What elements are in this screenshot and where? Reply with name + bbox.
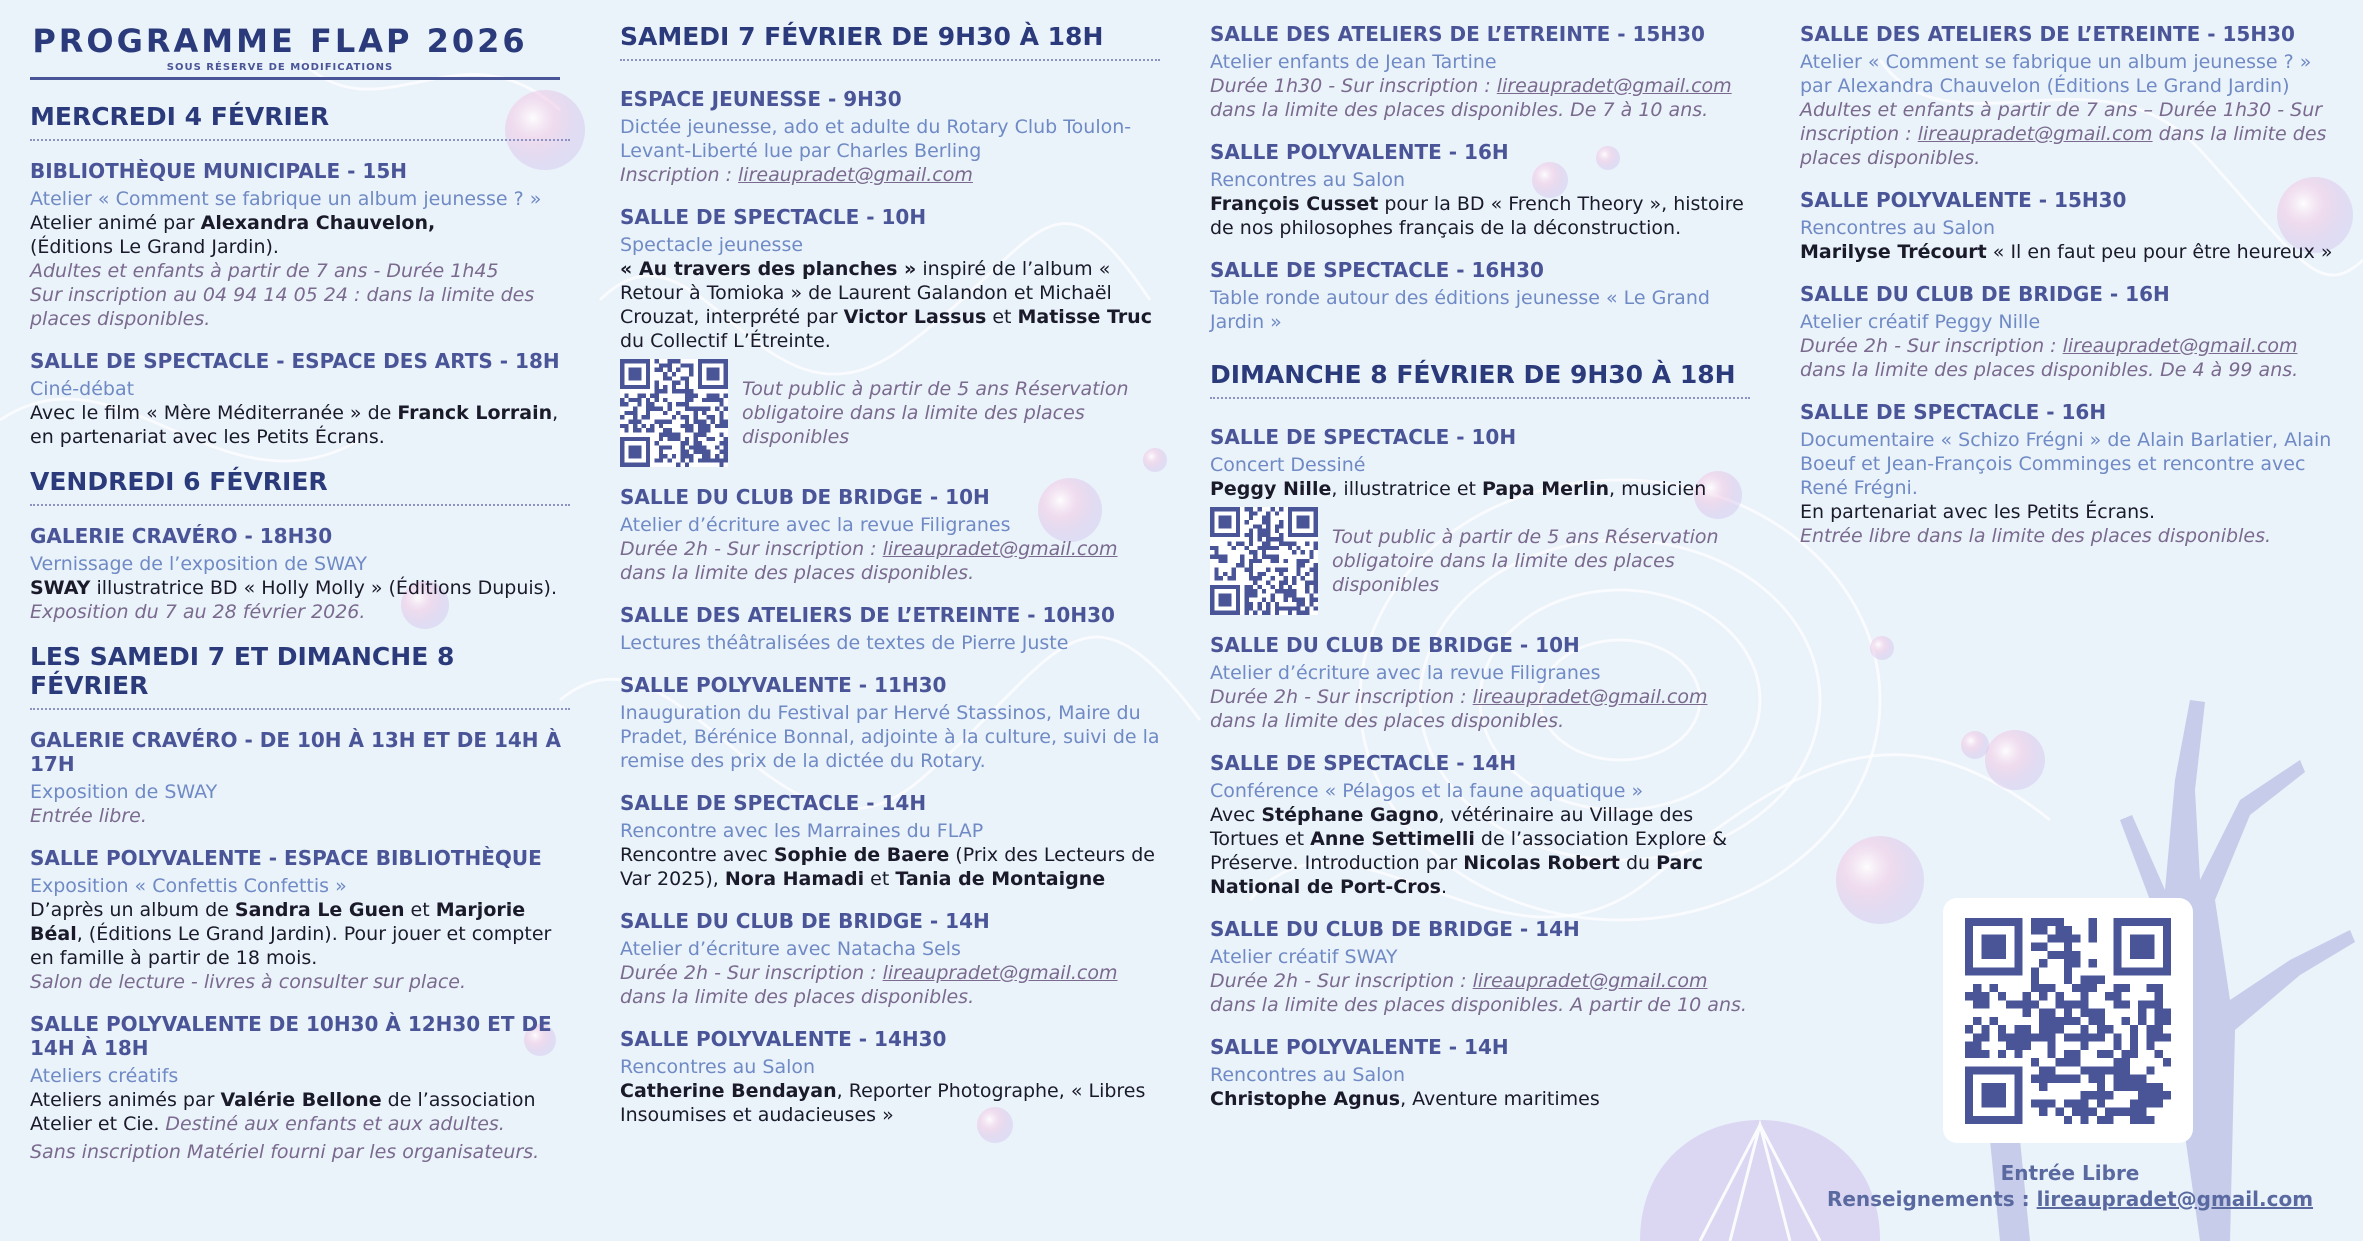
event-location: SALLE DES ATELIERS DE L’ETREINTE - 10H30 (620, 603, 1115, 627)
event-rencontre-bendayan (620, 1027, 1160, 1127)
event-location: SALLE DU CLUB DE BRIDGE - 10H (620, 485, 990, 509)
event-confettis (30, 846, 570, 994)
person-name: Franck Lorrain (397, 402, 553, 424)
day-heading-weekend: LES SAMEDI 7 ET DIMANCHE 8 FÉVRIER (30, 642, 570, 710)
event-description (30, 576, 570, 600)
event-note (1800, 334, 2340, 382)
event-location: SALLE DE SPECTACLE - 16H30 (1210, 258, 1544, 282)
note-text: Adultes et enfants à partir de 7 ans – Durée 1h30 - Sur inscription : (1800, 99, 2323, 145)
organisation-name: Parc National de Port-Cros (1210, 852, 1703, 898)
event-cine-debat (30, 349, 570, 449)
entree-libre: Entrée Libre (2000, 1161, 2140, 1185)
desc-text: , illustratrice et (1331, 478, 1482, 500)
person-name: Stéphane Gagno (1261, 804, 1439, 826)
event-table-ronde (1210, 258, 1750, 334)
event-bibliotheque (30, 159, 570, 331)
event-title: Atelier « Comment se fabrique un album jeunesse ? » (30, 188, 542, 210)
person-name: Alexandra Chauvelon, (200, 212, 436, 234)
event-title: Atelier d’écriture avec la revue Filigranes (620, 514, 1011, 536)
email-link[interactable]: lireaupradet@gmail.com (2036, 1187, 2314, 1211)
event-location: SALLE POLYVALENTE - 15H30 (1800, 188, 2127, 212)
event-dictee (620, 87, 1160, 187)
person-name: Marjorie Béal (30, 899, 526, 945)
note-text: dans la limite des places disponibles. A partir de 10 ans. (1210, 994, 1747, 1016)
event-title: Table ronde autour des éditions jeunesse « Le Grand Jardin » (1210, 287, 1710, 333)
email-link[interactable]: lireaupradet@gmail.com (1496, 75, 1732, 97)
column-4 (1800, 0, 2340, 548)
event-note (1210, 685, 1750, 733)
event-title: Exposition de SWAY (30, 781, 218, 803)
event-location: ESPACE JEUNESSE - 9H30 (620, 87, 902, 111)
note-text: Durée 1h30 - Sur inscription : (1210, 75, 1497, 97)
event-location: SALLE POLYVALENTE - 14H (1210, 1035, 1509, 1059)
person-name: Nicolas Robert (1463, 852, 1620, 874)
event-note: Adultes et enfants à partir de 7 ans - Durée 1h45 (30, 260, 499, 282)
note-text: Durée 2h - Sur inscription : (620, 962, 883, 984)
event-note (620, 537, 1160, 585)
event-title: Ateliers créatifs (30, 1065, 179, 1087)
event-note: Exposition du 7 au 28 février 2026. (30, 601, 366, 623)
event-ateliers-creatifs (30, 1012, 570, 1164)
email-link[interactable]: lireaupradet@gmail.com (1472, 970, 1708, 992)
person-name: François Cusset (1210, 193, 1379, 215)
column-1 (30, 0, 570, 1164)
event-atelier-sway (1210, 917, 1750, 1017)
event-location: SALLE DE SPECTACLE - 16H (1800, 400, 2107, 424)
event-concert-dessine (1210, 425, 1750, 615)
person-name: Valérie Bellone (220, 1089, 382, 1111)
email-link[interactable]: lireaupradet@gmail.com (882, 962, 1118, 984)
person-name: Peggy Nille (1210, 478, 1332, 500)
event-note (1210, 74, 1750, 122)
person-name: Anne Settimelli (1310, 828, 1475, 850)
day-heading-mercredi: MERCREDI 4 FÉVRIER (30, 102, 570, 141)
event-conference-pelagos (1210, 751, 1750, 899)
event-note: Entrée libre dans la limite des places disponibles. (1800, 525, 2272, 547)
day-heading-vendredi: VENDREDI 6 FÉVRIER (30, 467, 570, 506)
event-title: Rencontre avec les Marraines du FLAP (620, 820, 984, 842)
qr-block (1210, 507, 1750, 615)
event-location: SALLE POLYVALENTE - 11H30 (620, 673, 947, 697)
event-title: Rencontres au Salon (1800, 217, 1996, 239)
event-location: SALLE DU CLUB DE BRIDGE - 10H (1210, 633, 1580, 657)
event-description (620, 257, 1160, 353)
note-text: Durée 2h - Sur inscription : (620, 538, 883, 560)
desc-text: , Aventure maritimes (1400, 1088, 1600, 1110)
desc-text: Avec (1210, 804, 1262, 826)
event-title: Exposition « Confettis Confettis » (30, 875, 347, 897)
footer (1800, 1160, 2340, 1212)
event-atelier-natacha (620, 909, 1160, 1009)
renseignements (1800, 1186, 2340, 1212)
desc-text: de l’association Atelier et Cie. (30, 1089, 536, 1135)
desc-text: (Prix des Lecteurs de Var 2025), (620, 844, 1155, 890)
note-text: dans la limite des places disponibles. De 7 à 10 ans. (1210, 99, 1709, 121)
event-title: Conférence « Pélagos et la faune aquatique » (1210, 780, 1644, 802)
event-location: SALLE POLYVALENTE - 16H (1210, 140, 1509, 164)
event-title: Concert Dessiné (1210, 454, 1366, 476)
email-link[interactable]: lireaupradet@gmail.com (1917, 123, 2153, 145)
event-location: BIBLIOTHÈQUE MUNICIPALE - 15H (30, 159, 407, 183)
note-text: dans la limite des places disponibles. (1800, 123, 2327, 169)
renseignements-label: Renseignements : (1826, 1187, 2037, 1211)
event-atelier-chauvelon (1800, 22, 2340, 170)
desc-text: illustratrice BD « Holly Molly » (Éditions Dupuis). (90, 577, 558, 599)
event-title: Rencontres au Salon (1210, 1064, 1406, 1086)
person-name: Tania de Montaigne (895, 868, 1106, 890)
event-description (30, 898, 570, 970)
event-location: GALERIE CRAVÉRO - DE 10H À 13H ET DE 14H À 17H (30, 728, 561, 776)
event-description (1800, 240, 2340, 264)
event-title: Rencontres au Salon (1210, 169, 1406, 191)
event-lectures (620, 603, 1160, 655)
event-location: SALLE DU CLUB DE BRIDGE - 14H (620, 909, 990, 933)
desc-text: « Il en faut peu pour être heureux » (1986, 241, 2333, 263)
desc-text: , (Éditions Le Grand Jardin). Pour jouer et compter en famille à partir de 18 mois. (30, 923, 552, 969)
desc-note: Destiné aux enfants et aux adultes. (165, 1113, 505, 1135)
day-heading-samedi: SAMEDI 7 FÉVRIER DE 9H30 À 18H (620, 22, 1160, 61)
event-location: SALLE POLYVALENTE - 14H30 (620, 1027, 947, 1051)
event-note: Entrée libre. (30, 805, 147, 827)
event-title: Atelier créatif SWAY (1210, 946, 1398, 968)
desc-text: Avec le film « Mère Méditerranée » de (30, 402, 398, 424)
qr-note: Tout public à partir de 5 ans Réservation obligatoire dans la limite des places disponibles (742, 378, 1129, 448)
event-description (1210, 477, 1750, 501)
note-text: Durée 2h - Sur inscription : (1800, 335, 2063, 357)
event-rencontre-trecourt (1800, 188, 2340, 264)
desc-text: Ateliers animés par (30, 1089, 221, 1111)
day-heading-dimanche: DIMANCHE 8 FÉVRIER DE 9H30 À 18H (1210, 360, 1750, 399)
desc-text: Rencontre avec (620, 844, 774, 866)
person-name: SWAY (30, 577, 91, 599)
event-location: SALLE POLYVALENTE - ESPACE BIBLIOTHÈQUE (30, 846, 542, 870)
event-location: SALLE DES ATELIERS DE L’ETREINTE - 15H30 (1210, 22, 1705, 46)
event-note: Salon de lecture - livres à consulter sur place. (30, 971, 467, 993)
qr-block (620, 359, 1160, 467)
event-description (30, 211, 570, 259)
event-atelier-filigranes (620, 485, 1160, 585)
desc-text: , musicien (1609, 478, 1707, 500)
desc-text: du Collectif L’Étreinte. (620, 330, 831, 352)
event-description (620, 1079, 1160, 1127)
event-description: En partenariat avec les Petits Écrans. (1800, 501, 2156, 523)
qr-code-icon[interactable] (1210, 507, 1318, 615)
event-title: Atelier « Comment se fabrique un album jeunesse ? » par Alexandra Chauvelon (Éditions Le Grand Jardin) (1800, 51, 2312, 97)
desc-text: inspiré de l’album « Retour à Tomioka » de Laurent Galandon et Michaël Crouzat, interprété par (620, 258, 1112, 328)
event-rencontre-cusset (1210, 140, 1750, 240)
event-location: SALLE DE SPECTACLE - 14H (1210, 751, 1517, 775)
desc-text: Atelier animé par (30, 212, 201, 234)
qr-code-icon[interactable] (1965, 918, 2171, 1124)
desc-text: du (1619, 852, 1657, 874)
person-name: Matisse Truc (1017, 306, 1152, 328)
person-name: Victor Lassus (843, 306, 987, 328)
desc-text: de l’association Explore & Préserve. Introduction par (1210, 828, 1728, 874)
event-title: Lectures théâtralisées de textes de Pierre Juste (620, 632, 1069, 654)
qr-note: Tout public à partir de 5 ans Réservation obligatoire dans la limite des places disponibles (1332, 526, 1719, 596)
event-title: Atelier d’écriture avec la revue Filigranes (1210, 662, 1601, 684)
person-name: Nora Hamadi (724, 868, 865, 890)
event-description (1210, 1087, 1750, 1111)
event-location: SALLE DU CLUB DE BRIDGE - 16H (1800, 282, 2170, 306)
event-location: GALERIE CRAVÉRO - 18H30 (30, 524, 333, 548)
event-note: Sans inscription Matériel fourni par les organisateurs. (30, 1141, 540, 1163)
event-description (30, 1088, 570, 1136)
event-description (620, 843, 1160, 891)
event-title: Atelier enfants de Jean Tartine (1210, 51, 1497, 73)
note-text: Durée 2h - Sur inscription : (1210, 970, 1473, 992)
event-filigranes-dimanche (1210, 633, 1750, 733)
event-note (620, 961, 1160, 1009)
person-name: Christophe Agnus (1210, 1088, 1401, 1110)
event-title: Ciné-débat (30, 378, 135, 400)
event-title: Documentaire « Schizo Frégni » de Alain Barlatier, Alain Boeuf et Jean-François Comminges et rencontre avec René Frégni. (1800, 429, 2332, 499)
event-location: SALLE DE SPECTACLE - 10H (620, 205, 927, 229)
column-3 (1210, 0, 1750, 1111)
event-title: Dictée jeunesse, ado et adulte du Rotary Club Toulon-Levant-Liberté lue par Charles Berling (620, 116, 1132, 162)
email-link[interactable]: lireaupradet@gmail.com (882, 538, 1118, 560)
note-text: Inscription : (620, 164, 739, 186)
note-text: dans la limite des places disponibles. (620, 562, 975, 584)
programme-title: PROGRAMME FLAP 2026 (32, 22, 528, 60)
event-jean-tartine (1210, 22, 1750, 122)
event-note: Sur inscription au 04 94 14 05 24 : dans la limite des places disponibles. (30, 284, 535, 330)
email-link[interactable]: lireaupradet@gmail.com (1472, 686, 1708, 708)
event-spectacle-jeunesse (620, 205, 1160, 467)
event-rencontre-agnus (1210, 1035, 1750, 1111)
event-location: SALLE DES ATELIERS DE L’ETREINTE - 15H30 (1800, 22, 2295, 46)
desc-text: , vétérinaire au Village des Tortues et (1210, 804, 1694, 850)
title-divider (30, 77, 560, 80)
main-qr-code[interactable] (1943, 898, 2193, 1143)
desc-text: et (864, 868, 896, 890)
desc-text: (Éditions Le Grand Jardin). (30, 236, 279, 258)
show-title: « Au travers des planches » (620, 258, 917, 280)
note-text: dans la limite des places disponibles. (1210, 710, 1565, 732)
event-description (1210, 192, 1750, 240)
desc-text: , Reporter Photographe, « Libres Insoumises et audacieuses » (620, 1080, 1146, 1126)
event-atelier-nille (1800, 282, 2340, 382)
event-note (620, 163, 1160, 187)
note-text: Durée 2h - Sur inscription : (1210, 686, 1473, 708)
event-note (1800, 98, 2340, 170)
note-text: dans la limite des places disponibles. (620, 986, 975, 1008)
note-text: dans la limite des places disponibles. De 4 à 99 ans. (1800, 359, 2299, 381)
person-name: Catherine Bendayan (620, 1080, 837, 1102)
event-location: SALLE DE SPECTACLE - ESPACE DES ARTS - 18H (30, 349, 560, 373)
desc-text: et (986, 306, 1018, 328)
event-location: SALLE DU CLUB DE BRIDGE - 14H (1210, 917, 1580, 941)
event-title: Atelier créatif Peggy Nille (1800, 311, 2041, 333)
event-title: Atelier d’écriture avec Natacha Sels (620, 938, 961, 960)
person-name: Sophie de Baere (773, 844, 950, 866)
event-exposition-sway (30, 728, 570, 828)
event-documentaire (1800, 400, 2340, 548)
event-description (30, 401, 570, 449)
event-marraines (620, 791, 1160, 891)
email-link[interactable]: lireaupradet@gmail.com (738, 164, 973, 186)
person-name: Papa Merlin (1482, 478, 1609, 500)
event-inauguration (620, 673, 1160, 773)
event-location: SALLE POLYVALENTE DE 10H30 À 12H30 ET DE 14H À 18H (30, 1012, 552, 1060)
event-vernissage (30, 524, 570, 624)
desc-text: pour la BD « French Theory », histoire de nos philosophes français de la déconstruction. (1210, 193, 1744, 239)
event-title: Vernissage de l’exposition de SWAY (30, 553, 367, 575)
event-location: SALLE DE SPECTACLE - 10H (1210, 425, 1517, 449)
programme-subtitle: SOUS RÉSERVE DE MODIFICATIONS (166, 62, 394, 73)
event-location: SALLE DE SPECTACLE - 14H (620, 791, 927, 815)
qr-code-icon[interactable] (620, 359, 728, 467)
event-title: Spectacle jeunesse (620, 234, 804, 256)
desc-text: , en partenariat avec les Petits Écrans. (30, 402, 559, 448)
event-note (1210, 969, 1750, 1017)
person-name: Sandra Le Guen (234, 899, 405, 921)
column-2 (620, 0, 1160, 1127)
email-link[interactable]: lireaupradet@gmail.com (2062, 335, 2298, 357)
event-description (1210, 803, 1750, 899)
event-title: Rencontres au Salon (620, 1056, 816, 1078)
event-title: Inauguration du Festival par Hervé Stassinos, Maire du Pradet, Bérénice Bonnal, adjointe à la culture, suivi de la remise des prix de la dictée du Rotary. (620, 702, 1160, 772)
person-name: Marilyse Trécourt (1800, 241, 1987, 263)
desc-text: . (1440, 876, 1447, 898)
desc-text: et (404, 899, 436, 921)
desc-text: D’après un album de (30, 899, 235, 921)
